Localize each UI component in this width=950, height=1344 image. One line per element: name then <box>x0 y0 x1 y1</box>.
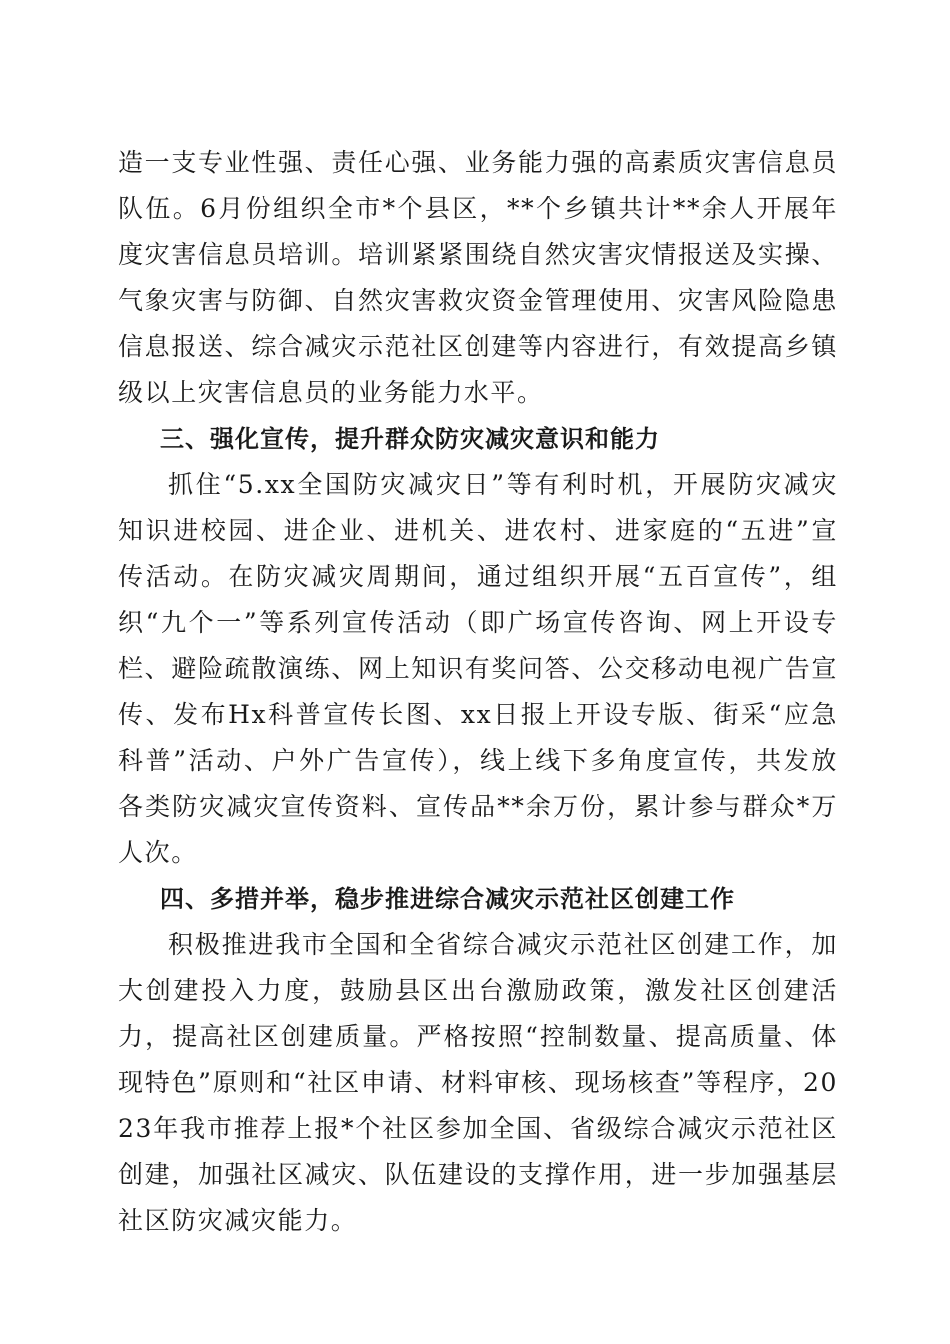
document-body <box>118 140 838 1244</box>
paragraph-continuation: 造一支专业性强、责任心强、业务能力强的高素质灾害信息员队伍。6月份组织全市*个县区，**个乡镇共计**余人开展年度灾害信息员培训。培训紧紧围绕自然灾害灾情报送及实操、气象灾害与防御、自然灾害救灾资金管理使用、灾害风险隐患信息报送、综合减灾示范社区创建等内容进行，有效提高乡镇级以上灾害信息员的业务能力水平。 <box>118 148 838 407</box>
section-heading-4: 四、多措并举，稳步推进综合减灾示范社区创建工作 <box>160 885 735 913</box>
paragraph-section-4: 积极推进我市全国和全省综合减灾示范社区创建工作，加大创建投入力度，鼓励县区出台激励政策，激发社区创建活力，提高社区创建质量。严格按照“控制数量、提高质量、体现特色”原则和“社区申请、材料审核、现场核查”等程序，2023年我市推荐上报*个社区参加全国、省级综合减灾示范社区创建，加强社区减灾、队伍建设的支撑作用，进一步加强基层社区防灾减灾能力。 <box>118 930 838 1235</box>
paragraph-section-3: 抓住“5.xx全国防灾减灾日”等有利时机，开展防灾减灾知识进校园、进企业、进机关、进农村、进家庭的“五进”宣传活动。在防灾减灾周期间，通过组织开展“五百宣传”，组织“九个一”等系列宣传活动（即广场宣传咨询、网上开设专栏、避险疏散演练、网上知识有奖问答、公交移动电视广告宣传、发布Hx科普宣传长图、xx日报上开设专版、街采“应急科普”活动、户外广告宣传），线上线下多角度宣传，共发放各类防灾减灾宣传资料、宣传品**余万份，累计参与群众*万人次。 <box>118 470 838 867</box>
section-heading-3: 三、强化宣传，提升群众防灾减灾意识和能力 <box>160 425 660 453</box>
